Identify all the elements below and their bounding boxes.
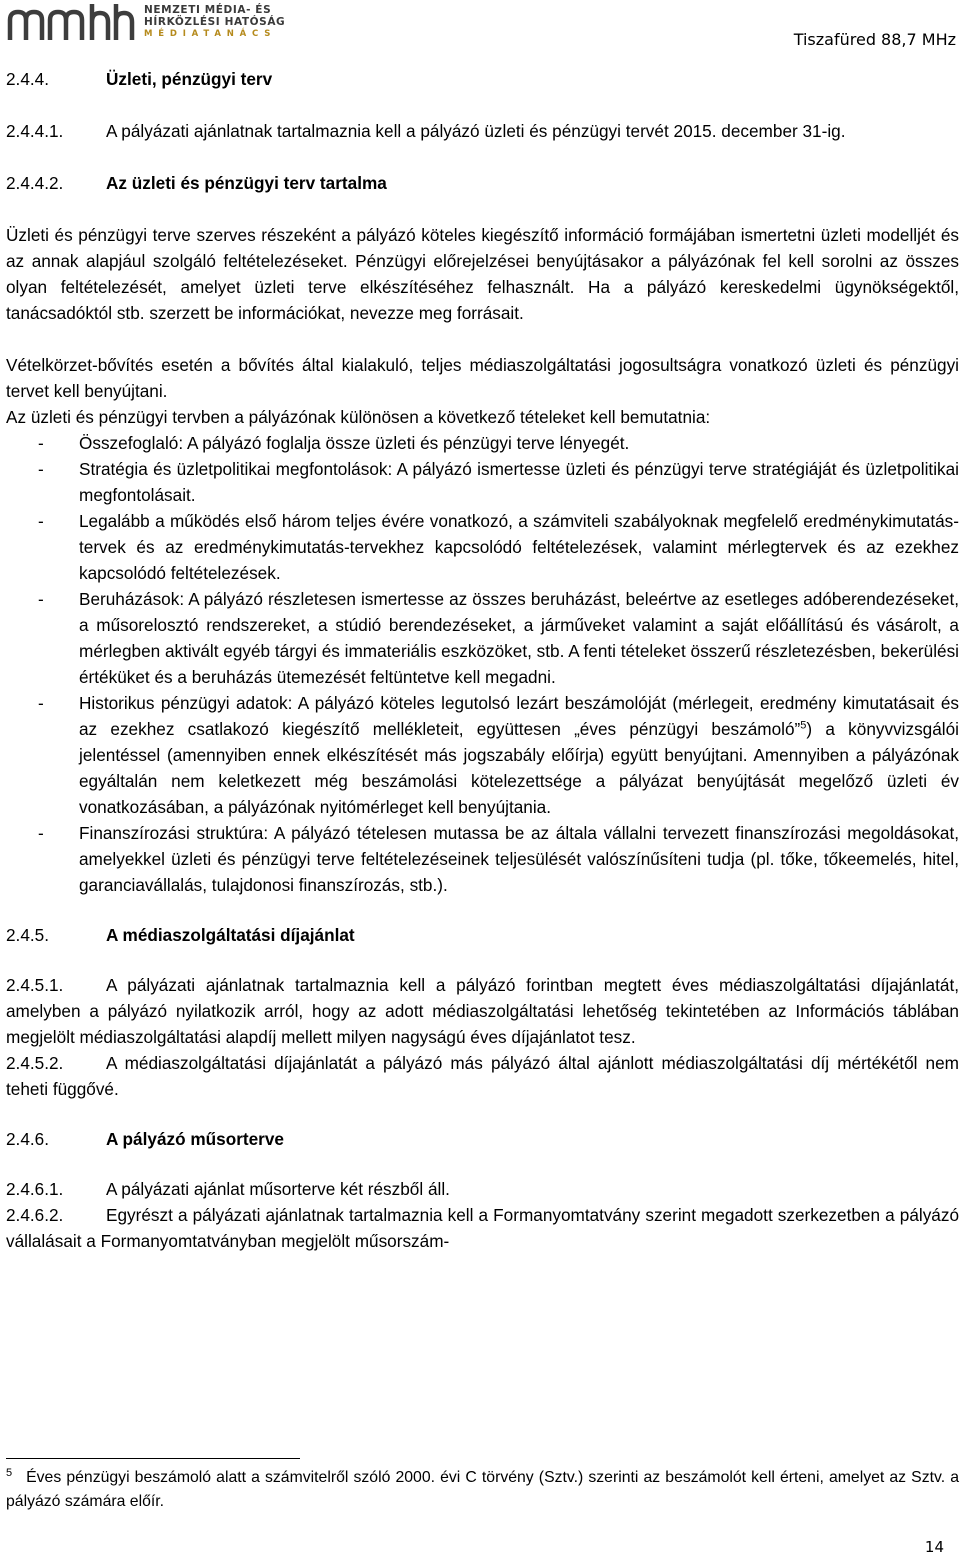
- list-dash: -: [38, 511, 44, 531]
- list-item-text: Stratégia és üzletpolitikai megfontolások: A pályázó ismertesse üzleti és pénzügyi terve stratégiáját és üzletpolitikai megfontolásait.: [79, 459, 959, 505]
- section-number: 2.4.6.1.: [6, 1179, 64, 1199]
- list-dash: -: [38, 459, 44, 479]
- page-header: [0, 0, 960, 60]
- org-name-line2: HÍRKÖZLÉSI HATÓSÁG: [144, 16, 286, 28]
- section-text: A médiaszolgáltatási díjajánlatát a pályázó más pályázó által ajánlott médiaszolgáltatási díj mértékétől nem teheti függővé.: [6, 1053, 959, 1099]
- section-2-4-5-2: [6, 1050, 959, 1102]
- section-heading-2-4-6: [6, 1126, 959, 1152]
- section-number: 2.4.4.2.: [6, 173, 64, 193]
- footnote-divider: [6, 1458, 300, 1459]
- list-dash: -: [38, 823, 44, 843]
- list-item-text: Legalább a működés első három teljes évére vonatkozó, a számviteli szabályoknak megfelelő eredménykimutatás-tervek és az eredménykimutatás-tervekhez kapcsolódó feltételezések, valamint mérlegtervek és az ezekhez kapcsolódó feltételezések.: [79, 511, 959, 583]
- section-text: A pályázati ajánlatnak tartalmaznia kell a pályázó forintban megtett éves médiaszolgáltatási díjajánlatát, amelyben a pályázó nyilatkozik arról, hogy az adott médiaszolgáltatási lehetőség tekintetében az Információs táblában megjelölt médiaszolgáltatási alapdíj mellett milyen nagyságú éves díjajánlatot tesz.: [6, 975, 959, 1047]
- list-item-text-part1: Historikus pénzügyi adatok: A pályázó köteles legutolsó lezárt beszámolóját (mérlegeit, eredmény kimutatásait és az ezekhez csatlakozó kiegészítő mellékleteit, együttesen „éves pénzügyi beszámoló”: [79, 693, 959, 739]
- list-item: [6, 508, 959, 586]
- station-label: Tiszafüred 88,7 MHz: [793, 30, 956, 49]
- section-text: Egyrészt a pályázati ajánlatnak tartalmaznia kell a Formanyomtatvány szerint megadott szerkezetben a pályázó vállalásait a Formanyomtatványban megjelölt műsorszám-: [6, 1205, 959, 1251]
- list-item: [6, 690, 959, 820]
- section-number: 2.4.6.: [6, 1129, 50, 1149]
- list-item-text: Finanszírozási struktúra: A pályázó tételesen mutassa be az általa vállalni tervezett finanszírozási megoldásokat, amelyekkel üzleti és pénzügyi terve feltételezéseinek teljesülését valószínűsíteni tudja (pl. tőke, tőkeemelés, hitel, garanciavállalás, tulajdonosi finanszírozás, stb.).: [79, 823, 959, 895]
- section-heading-2-4-4-2: [6, 170, 959, 196]
- list-item-text-part2: ) a könyvvizsgálói jelentéssel (amennyiben ennek elkészítését más jogszabály előírja) együtt benyújtani. Amennyiben a pályázónak egyáltalán nem keletkezett még beszámolási kötelezettsége a pályázat benyújtását megelőző üzleti év vonatkozásában, a pályázónak nyitómérleget kell benyújtania.: [79, 719, 959, 817]
- page-number: 14: [924, 1538, 944, 1556]
- nmhh-logo-mark-icon: [6, 2, 136, 42]
- section-2-4-6-1: [6, 1176, 959, 1202]
- list-item: [6, 456, 959, 508]
- logo-text-block: [144, 4, 285, 40]
- list-item-text: Beruházások: A pályázó részletesen ismertesse az összes beruházást, beleértve az esetleges adóberendezéseket, a műsorelosztó rendszereket, a stúdió berendezéseket, a járműveket valamint a saját előállítású és vásárolt, a mérlegben aktivált egyéb tárgyi és immateriális eszközöket, stb. A fenti tételeket összerű részletezésben, bekerülési értéküket és a beruházás ütemezését feltüntetve kell megadni.: [79, 589, 959, 687]
- paragraph-items-intro: Az üzleti és pénzügyi tervben a pályázónak különösen a következő tételeket kell bemutatnia:: [6, 407, 711, 427]
- section-number: 2.4.5.2.: [6, 1053, 64, 1073]
- section-title: A médiaszolgáltatási díjajánlat: [106, 925, 355, 945]
- section-title: Az üzleti és pénzügyi terv tartalma: [106, 173, 387, 193]
- footnote-mark: 5: [6, 1466, 13, 1479]
- footnote: [6, 1466, 959, 1514]
- list-dash: -: [38, 433, 44, 453]
- document-body: [6, 66, 959, 1254]
- section-title: Üzleti, pénzügyi terv: [106, 69, 273, 89]
- nmhh-logo: [6, 2, 285, 42]
- section-2-4-6-2: [6, 1202, 959, 1254]
- section-2-4-4-1: [6, 118, 959, 144]
- org-name-line1: NEMZETI MÉDIA- ÉS: [144, 4, 272, 16]
- section-number: 2.4.5.1.: [6, 975, 64, 995]
- footnote-text: Éves pénzügyi beszámoló alatt a számvitelről szóló 2000. évi C törvény (Sztv.) szerinti az beszámolót kell érteni, amelyet az Sztv. a pályázó számára előír.: [6, 1469, 959, 1510]
- paragraph-business-model: Üzleti és pénzügyi terve szerves részeként a pályázó köteles kiegészítő információ formájában ismertetni üzleti modelljét és az annak alapjául szolgáló feltételezéseket. Pénzügyi előrejelzései benyújtásakor a pályázónak fel kell sorolni az összes olyan feltételezését, amelyet üzleti terve elkészítéséhez felhasznált. Ha a pályázó kereskedelmi ügynökségektől, tanácsadóktól stb. szerzett be információkat, nevezze meg forrásait.: [6, 225, 959, 323]
- section-heading-2-4-4: [6, 66, 959, 92]
- list-dash: -: [38, 589, 44, 609]
- list-item: [6, 586, 959, 690]
- section-text: A pályázati ajánlat műsorterve két részből áll.: [106, 1179, 450, 1199]
- paragraph-coverage-expansion: Vételkörzet-bővítés esetén a bővítés által kialakuló, teljes médiaszolgáltatási jogosultságra vonatkozó üzleti és pénzügyi tervet kell benyújtani.: [6, 355, 959, 401]
- section-number: 2.4.4.: [6, 69, 50, 89]
- section-number: 2.4.6.2.: [6, 1205, 64, 1225]
- org-name-line3: MÉDIATANÁCS: [144, 29, 277, 39]
- list-item: [6, 430, 959, 456]
- section-number: 2.4.4.1.: [6, 121, 64, 141]
- section-heading-2-4-5: [6, 922, 959, 948]
- footnote-reference[interactable]: 5: [800, 719, 807, 732]
- section-number: 2.4.5.: [6, 925, 50, 945]
- section-title: A pályázó műsorterve: [106, 1129, 284, 1149]
- section-text: A pályázati ajánlatnak tartalmaznia kell a pályázó üzleti és pénzügyi tervét 2015. december 31-ig.: [106, 121, 846, 141]
- list-item-text: Összefoglaló: A pályázó foglalja össze üzleti és pénzügyi terve lényegét.: [79, 433, 630, 453]
- list-item: [6, 820, 959, 898]
- list-dash: -: [38, 693, 44, 713]
- section-2-4-5-1: [6, 972, 959, 1050]
